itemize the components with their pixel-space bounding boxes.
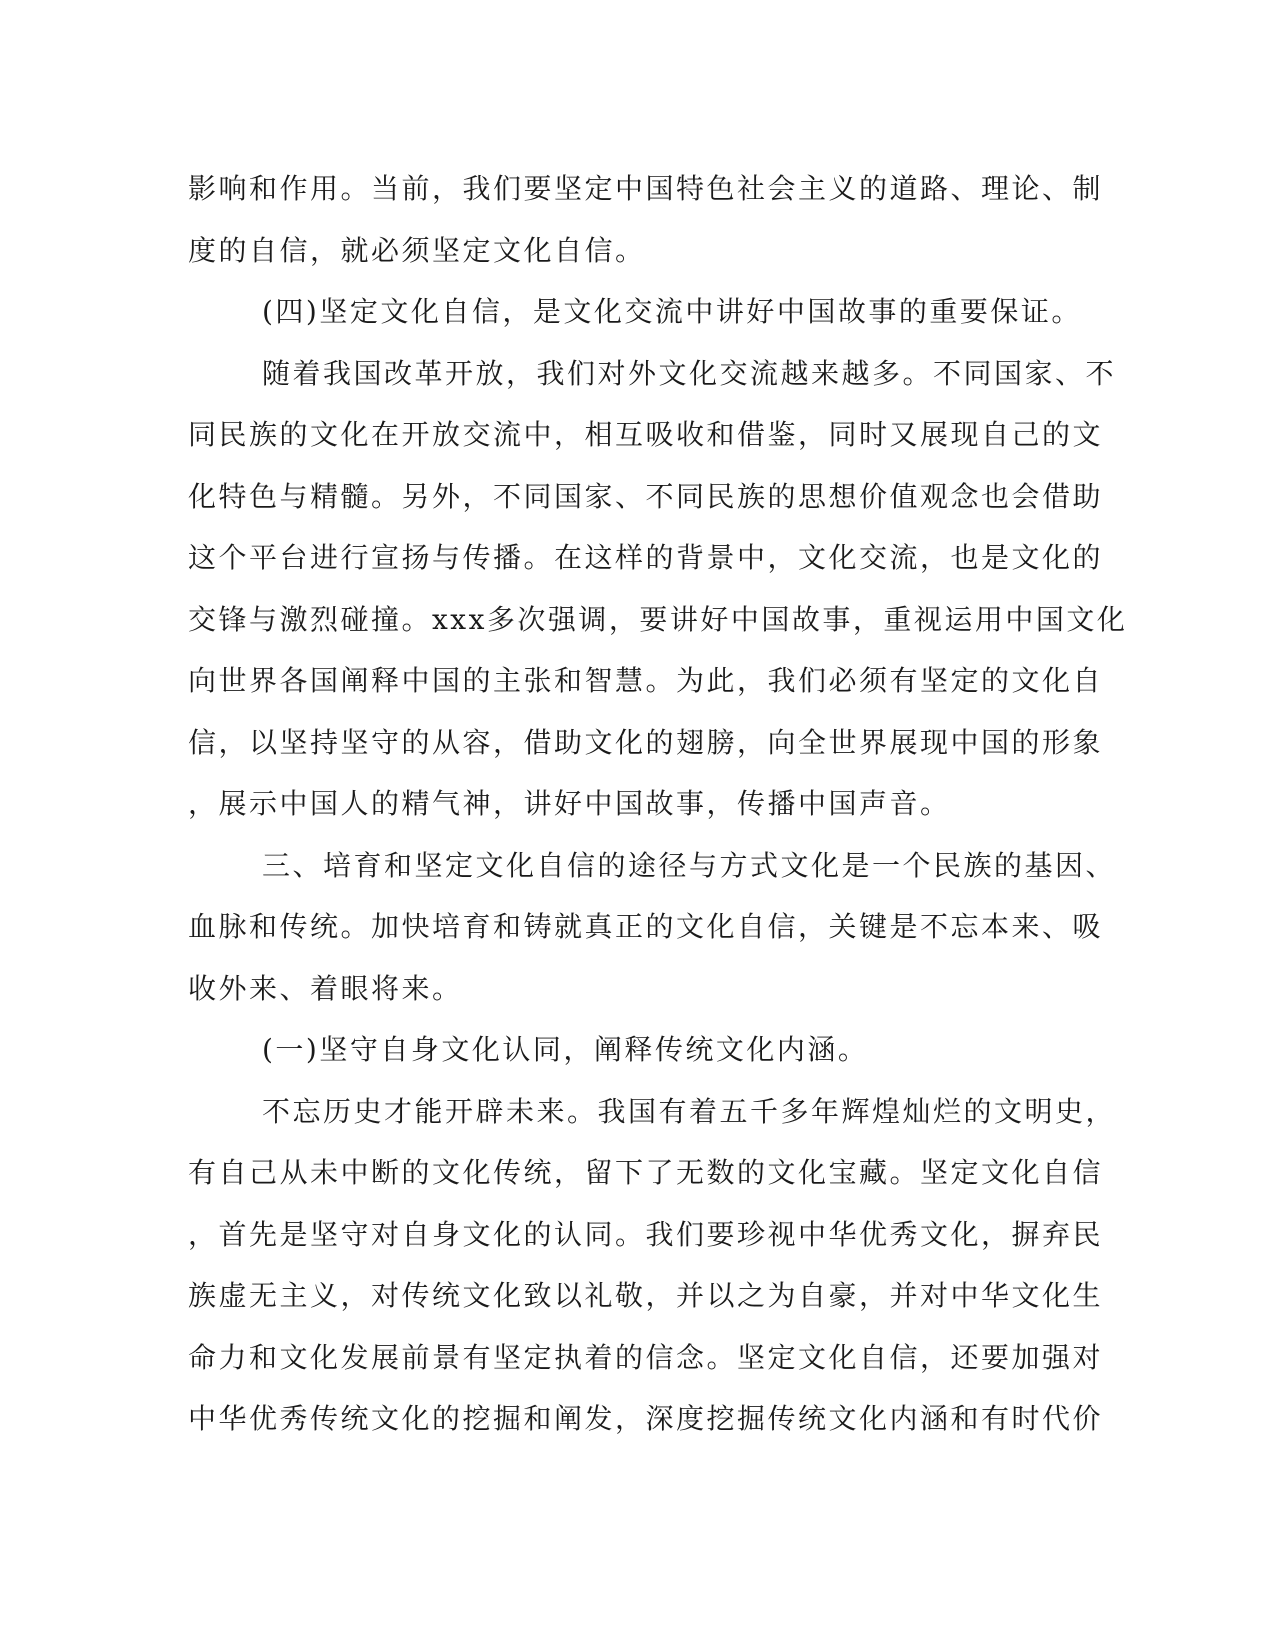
- text-line: ，首先是坚守对自身文化的认同。我们要珍视中华优秀文化，摒弃民: [188, 1217, 1104, 1251]
- text-line: 这个平台进行宣扬与传播。在这样的背景中，文化交流，也是文化的: [188, 541, 1104, 574]
- subsection-heading-1: (一)坚守自身文化认同，阐释传统文化内涵。: [262, 1033, 869, 1066]
- text-line: 化特色与精髓。另外，不同国家、不同民族的思想价值观念也会借助: [188, 479, 1104, 513]
- text-line: 度的自信，就必须坚定文化自信。: [188, 233, 646, 267]
- text-line: 不忘历史才能开辟未来。我国有着五千多年辉煌灿烂的文明史，: [262, 1094, 1117, 1128]
- document-body: [188, 158, 1128, 1450]
- text-line: 交锋与激烈碰撞。xxx多次强调，要讲好中国故事，重视运用中国文化: [188, 602, 1128, 636]
- text-line: ，展示中国人的精气神，讲好中国故事，传播中国声音。: [188, 787, 951, 820]
- text-line: 影响和作用。当前，我们要坚定中国特色社会主义的道路、理论、制: [188, 172, 1104, 205]
- text-line: 族虚无主义，对传统文化致以礼敬，并以之为自豪，并对中华文化生: [188, 1279, 1104, 1312]
- text-line: 有自己从未中断的文化传统，留下了无数的文化宝藏。坚定文化自信: [188, 1156, 1104, 1189]
- text-line: 命力和文化发展前景有坚定执着的信念。坚定文化自信，还要加强对: [188, 1340, 1104, 1374]
- text-line: 信，以坚持坚守的从容，借助文化的翅膀，向全世界展现中国的形象: [188, 725, 1104, 759]
- section-heading-4: (四)坚定文化自信，是文化交流中讲好中国故事的重要保证。: [262, 295, 1082, 328]
- text-line: 同民族的文化在开放交流中，相互吸收和借鉴，同时又展现自己的文: [188, 418, 1104, 451]
- text-line: 随着我国改革开放，我们对外文化交流越来越多。不同国家、不: [262, 356, 1117, 390]
- text-line: 向世界各国阐释中国的主张和智慧。为此，我们必须有坚定的文化自: [188, 664, 1104, 697]
- text-line: 血脉和传统。加快培育和铸就真正的文化自信，关键是不忘本来、吸: [188, 910, 1104, 943]
- text-line: 收外来、着眼将来。: [188, 971, 463, 1005]
- section-heading-3: 三、培育和坚定文化自信的途径与方式文化是一个民族的基因、: [262, 848, 1117, 882]
- text-line: 中华优秀传统文化的挖掘和阐发，深度挖掘传统文化内涵和有时代价: [188, 1402, 1104, 1435]
